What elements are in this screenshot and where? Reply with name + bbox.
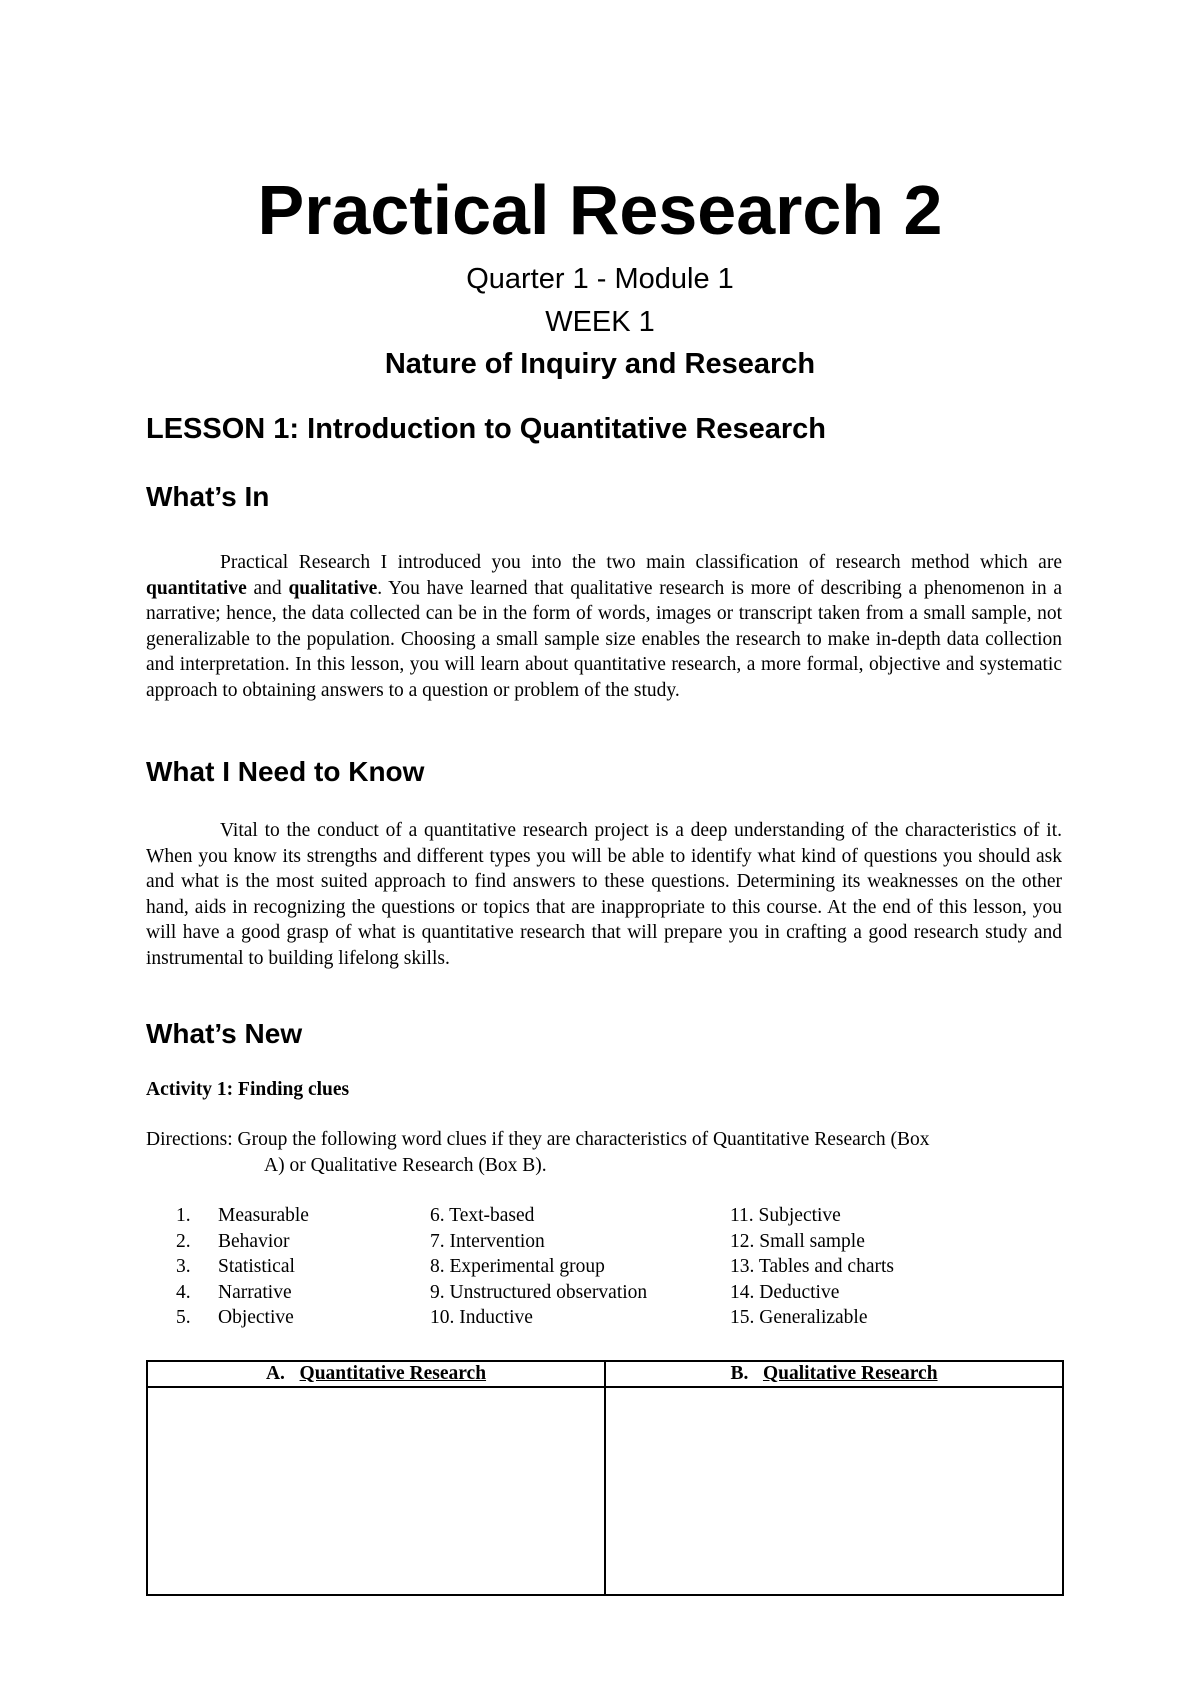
whats-in-text-start: Practical Research I introduced you into the two main classification of research method which are bbox=[220, 552, 1062, 573]
clue-item: 5. Objective bbox=[176, 1307, 294, 1329]
clue-item: 14. Deductive bbox=[730, 1281, 840, 1303]
clues-column-3 bbox=[730, 1203, 894, 1331]
clue-item: 4. Narrative bbox=[176, 1281, 292, 1303]
topic-title: Nature of Inquiry and Research bbox=[384, 348, 816, 380]
quantitative-bold: quantitative bbox=[146, 577, 247, 599]
clue-item: 10. Inductive bbox=[430, 1307, 533, 1329]
clue-item: 15. Generalizable bbox=[730, 1307, 868, 1329]
table-header-row bbox=[147, 1361, 1063, 1387]
box-b-header bbox=[605, 1361, 1063, 1387]
box-b-letter: B. bbox=[730, 1363, 749, 1384]
clue-item: 1. Measurable bbox=[176, 1205, 309, 1226]
box-a-title: Quantitative Research bbox=[299, 1363, 487, 1384]
classification-table bbox=[146, 1360, 1064, 1596]
box-a-letter: A. bbox=[265, 1363, 285, 1384]
box-a-answer-area[interactable] bbox=[147, 1387, 605, 1595]
directions bbox=[146, 1127, 1062, 1179]
whats-in-heading: What’s In bbox=[146, 481, 270, 512]
clue-item: 11. Subjective bbox=[730, 1205, 841, 1226]
activity-title: Activity 1: Finding clues bbox=[146, 1079, 350, 1100]
clue-item: 7. Intervention bbox=[430, 1230, 545, 1252]
whats-new-heading: What’s New bbox=[146, 1018, 303, 1049]
box-a-header bbox=[147, 1361, 605, 1387]
what-i-need-paragraph bbox=[146, 818, 1062, 972]
quarter-module: Quarter 1 - Module 1 bbox=[466, 263, 734, 295]
clue-item: 2. Behavior bbox=[176, 1230, 290, 1252]
clues-column-2 bbox=[430, 1203, 647, 1331]
clue-item: 8. Experimental group bbox=[430, 1256, 605, 1278]
clue-item: 13. Tables and charts bbox=[730, 1256, 894, 1278]
word-clues-list bbox=[146, 1203, 1062, 1333]
directions-line2: A) or Qualitative Research (Box B). bbox=[264, 1155, 547, 1176]
whats-in-text-mid: and bbox=[246, 577, 289, 599]
clue-item: 12. Small sample bbox=[730, 1230, 865, 1252]
clue-item: 3. Statistical bbox=[176, 1256, 295, 1278]
what-i-need-heading: What I Need to Know bbox=[146, 756, 425, 787]
directions-label: Directions: bbox=[146, 1129, 233, 1150]
what-i-need-text: Vital to the conduct of a quantitative research project is a deep understanding of the characteristics of it. When you know its strengths and different types you will be able to identify what kind of questions you should ask and what is the most suited approach to find answers to these questions. Determining its weaknesses on the other hand, aids in recognizing the questions or topics that are inappropriate to this course. At the end of this lesson, you will have a good grasp of what is quantitative research that will prepare you in crafting a good research study and instrumental to building lifelong skills. bbox=[146, 820, 1062, 969]
box-b-title: Qualitative Research bbox=[762, 1363, 938, 1384]
clue-item: 6. Text-based bbox=[430, 1205, 535, 1226]
document-title: Practical Research 2 bbox=[257, 171, 943, 249]
whats-in-paragraph bbox=[146, 550, 1062, 704]
week-label: WEEK 1 bbox=[545, 306, 655, 338]
lesson-title: LESSON 1: Introduction to Quantitative Research bbox=[146, 413, 826, 445]
whats-in-text-end: . You have learned that qualitative research is more of describing a phenomenon in a narrative; hence, the data collected can be in the form of words, images or transcript taken from a small sample, not generalizable to the population. Choosing a small sample size enables the research to make in-depth data collection and interpretation. In this lesson, you will learn about quantitative research, a more formal, objective and systematic approach to obtaining answers to a question or problem of the study. bbox=[146, 577, 1063, 701]
clue-item: 9. Unstructured observation bbox=[430, 1281, 648, 1303]
clues-column-1 bbox=[176, 1203, 309, 1331]
qualitative-bold: qualitative bbox=[288, 577, 378, 599]
table-answer-row bbox=[147, 1387, 1063, 1595]
directions-line1: Group the following word clues if they are characteristics of Quantitative Research (Box bbox=[232, 1129, 930, 1150]
box-b-answer-area[interactable] bbox=[605, 1387, 1063, 1595]
